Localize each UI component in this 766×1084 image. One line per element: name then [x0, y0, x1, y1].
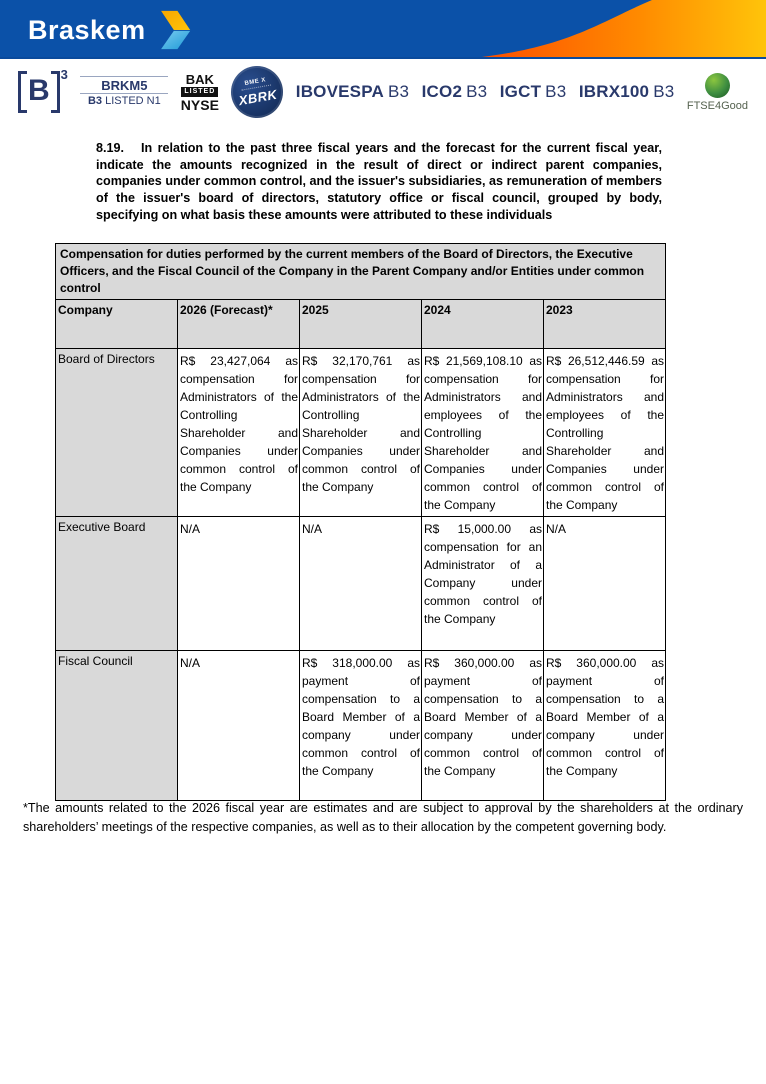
column-header-2023: 2023 — [544, 300, 666, 349]
cell-2024: R$ 15,000.00 as compensation for an Administrator of a Company under common control of the Company — [422, 517, 544, 651]
divider — [80, 76, 168, 77]
listing-segment-label — [88, 95, 161, 108]
braskem-logo — [28, 9, 192, 51]
logo-strip — [0, 62, 766, 122]
index-suffix: B3 — [387, 82, 410, 101]
compensation-table — [55, 243, 666, 801]
index-name: IBRX100 — [578, 82, 650, 101]
b3-right-bracket-icon — [51, 71, 60, 113]
cell-2024: R$ 360,000.00 as payment of compensation to a Board Member of a company under common control of the Company — [422, 651, 544, 801]
index-suffix: B3 — [466, 82, 488, 101]
table-title: Compensation for duties performed by the current members of the Board of Directors, the Executive Officers, and the Fiscal Council of the Company in the Parent Company and/or Entities under common control — [56, 244, 666, 300]
column-header-2026: 2026 (Forecast)* — [178, 300, 300, 349]
cell-2023: R$ 26,512,446.59 as compensation for Administrators and employees of the Controlling Shareholder and Companies under common control of the Company — [544, 349, 666, 517]
xbrk-badge — [227, 62, 287, 122]
ftse4good-logo — [687, 73, 748, 112]
ibovespa-b3-logo — [296, 82, 409, 102]
globe-icon — [705, 73, 730, 98]
braskem-logo-text: Braskem — [28, 14, 146, 45]
index-name: IGCT — [499, 82, 542, 101]
section-8-19-paragraph — [96, 140, 662, 224]
cell-2026: N/A — [178, 517, 300, 651]
nyse-label: NYSE — [180, 96, 219, 113]
xbrk-top-label: BME X — [244, 77, 267, 87]
listing-rest: LISTED N1 — [102, 95, 161, 107]
ticker-label: BRKM5 — [101, 78, 148, 93]
table-row-board-of-directors — [56, 349, 666, 517]
index-suffix: B3 — [653, 82, 675, 101]
nyse-listed-logo — [181, 73, 219, 112]
cell-2026: R$ 23,427,064 as compensation for Administrators of the Controlling Shareholder and Companies under common control of the Company — [178, 349, 300, 517]
b3-left-bracket-icon — [18, 71, 27, 113]
xbrk-label: XBRK — [237, 86, 279, 109]
column-header-company: Company — [56, 300, 178, 349]
b3-exponent: 3 — [60, 67, 68, 82]
index-name: ICO2 — [421, 82, 463, 101]
cell-2024: R$ 21,569,108.10 as compensation for Administrators and employees of the Controlling Shareholder and Companies under common control of the Company — [422, 349, 544, 517]
cell-2023: R$ 360,000.00 as payment of compensation to a Board Member of a company under common control of the Company — [544, 651, 666, 801]
brkm5-listing-logo — [80, 76, 168, 108]
table-row-executive-board — [56, 517, 666, 651]
table-title-row — [56, 244, 666, 300]
divider — [80, 93, 168, 94]
igct-b3-logo — [500, 82, 567, 102]
b3-letter: B — [28, 74, 50, 107]
index-name: IBOVESPA — [295, 82, 384, 101]
table-row-fiscal-council — [56, 651, 666, 801]
row-label: Executive Board — [56, 517, 178, 651]
cell-2025: R$ 318,000.00 as payment of compensation to a Board Member of a company under common control of the Company — [300, 651, 422, 801]
section-body-text: In relation to the past three fiscal years and the forecast for the current fiscal year, indicate the amounts recognized in the result of direct or indirect parent companies, companies under common control, and the issuer's subsidiaries, as remuneration of members of the issuer's board of directors, statutory office or fiscal council, grouped by body, specifying on what basis these amounts were attributed to these individuals — [96, 141, 662, 222]
listing-b3: B3 — [87, 95, 103, 107]
table-header-row — [56, 300, 666, 349]
table-footnote: *The amounts related to the 2026 fiscal year are estimates and are subject to approval by the shareholders at the ordinary shareholders’ meetings of the respective companies, as well as to their allocation by the competent governing body. — [23, 801, 743, 834]
b3-logo — [18, 67, 68, 113]
header-band — [0, 0, 766, 59]
nyse-ticker: BAK — [185, 71, 214, 87]
row-label: Board of Directors — [56, 349, 178, 517]
column-header-2024: 2024 — [422, 300, 544, 349]
braskem-chevron-icon — [152, 9, 192, 51]
column-header-2025: 2025 — [300, 300, 422, 349]
nyse-listed-tag: LISTED — [181, 87, 218, 97]
ftse4good-label: FTSE4Good — [686, 99, 748, 112]
cell-2025: R$ 32,170,761 as compensation for Administrators of the Controlling Shareholder and Companies under common control of the Company — [300, 349, 422, 517]
ico2-b3-logo — [422, 82, 488, 102]
ibrx100-b3-logo — [579, 82, 675, 102]
cell-2025: N/A — [300, 517, 422, 651]
index-suffix: B3 — [545, 82, 567, 101]
row-label: Fiscal Council — [56, 651, 178, 801]
section-number: 8.19. — [96, 141, 125, 155]
cell-2023: N/A — [544, 517, 666, 651]
cell-2026: N/A — [178, 651, 300, 801]
